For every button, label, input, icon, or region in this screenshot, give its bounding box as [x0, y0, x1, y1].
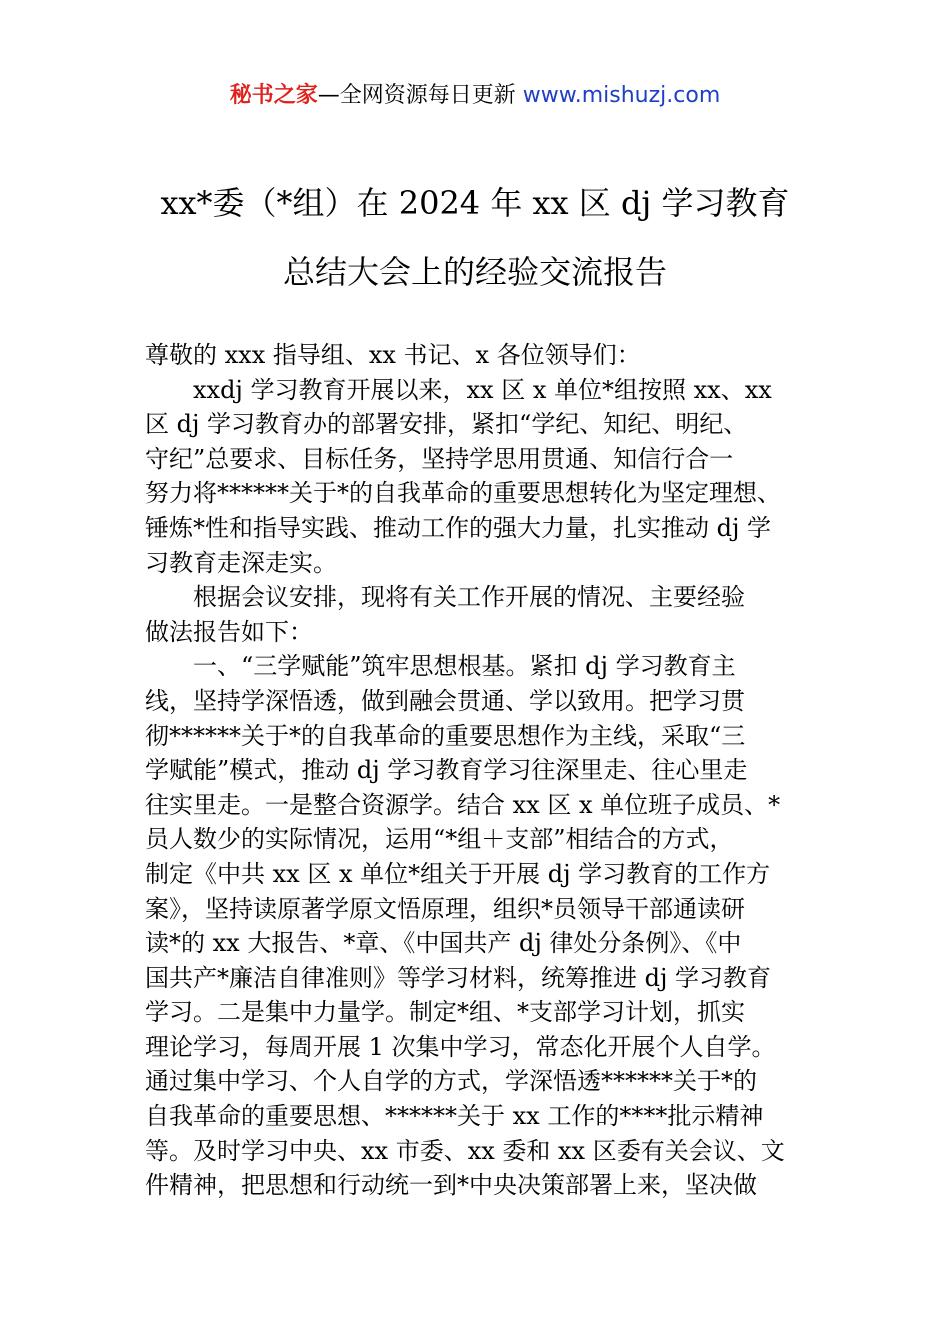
- body-text-line: 尊敬的 xxx 指导组、xx 书记、x 各位领导们：: [145, 341, 641, 369]
- body-text-line: 往实里走。一是整合资源学。结合 xx 区 x 单位班子成员、*: [145, 790, 781, 819]
- body-text-line: 制定《中共 xx 区 x 单位*组关于开展 dj 学习教育的工作方: [145, 859, 771, 888]
- body-text-line: 做法报告如下：: [145, 617, 313, 646]
- document-body: [145, 338, 810, 1203]
- body-text-line: 学习。二是集中力量学。制定*组、*支部学习计划，抓实: [145, 998, 745, 1027]
- body-text-line: 案》，坚持读原著学原文悟原理，组织*员领导干部通读研: [145, 894, 745, 923]
- body-text-line: 彻******关于*的自我革命的重要思想作为主线，采取“三: [145, 721, 746, 750]
- document-title-line-1: xx*委（*组）在 2024 年 xx 区 dj 学习教育: [160, 184, 790, 222]
- body-text-line: 通过集中学习、个人自学的方式，学深悟透******关于*的: [145, 1067, 757, 1096]
- body-text-line: 等。及时学习中央、xx 市委、xx 委和 xx 区委有关会议、文: [145, 1136, 785, 1165]
- site-url-link[interactable]: www.mishuzj.com: [522, 83, 721, 108]
- body-text-line: 学赋能”模式，推动 dj 学习教育学习往深里走、往心里走: [145, 756, 748, 785]
- body-text-line: 根据会议安排，现将有关工作开展的情况、主要经验: [193, 583, 745, 612]
- body-text-line: 线，坚持学深悟透，做到融会贯通、学以致用。把学习贯: [145, 686, 745, 715]
- site-tagline: —全网资源每日更新: [317, 83, 523, 108]
- site-header: [0, 78, 950, 114]
- body-text-line: 习教育走深走实。: [145, 548, 337, 577]
- body-text-line: 一、“三学赋能”筑牢思想根基。紧扣 dj 学习教育主: [193, 652, 736, 681]
- body-text-line: 守纪”总要求、目标任务，坚持学思用贯通、知信行合一: [145, 444, 734, 473]
- body-text-line: xxdj 学习教育开展以来，xx 区 x 单位*组按照 xx、xx: [193, 375, 772, 404]
- body-text-line: 件精神，把思想和行动统一到*中央决策部署上来，坚决做: [145, 1171, 757, 1200]
- body-text-line: 理论学习，每周开展 1 次集中学习，常态化开展个人自学。: [145, 1032, 776, 1061]
- document-title-line-2: 总结大会上的经验交流报告: [282, 253, 667, 291]
- body-text-line: 自我革命的重要思想、******关于 xx 工作的****批示精神: [145, 1102, 764, 1131]
- body-text-line: 员人数少的实际情况，运用“*组＋支部”相结合的方式，: [145, 825, 734, 854]
- body-text-line: 区 dj 学习教育办的部署安排，紧扣“学纪、知纪、明纪、: [145, 410, 748, 439]
- body-text-line: 努力将******关于*的自我革命的重要思想转化为坚定理想、: [145, 479, 781, 508]
- body-text-line: 锤炼*性和指导实践、推动工作的强大力量，扎实推动 dj 学: [145, 513, 772, 542]
- body-text-line: 读*的 xx 大报告、*章、《中国共产 dj 律处分条例》、《中: [145, 929, 742, 958]
- site-brand: 秘书之家: [229, 83, 318, 108]
- body-text-line: 国共产*廉洁自律准则》等学习材料，统筹推进 dj 学习教育: [145, 963, 772, 992]
